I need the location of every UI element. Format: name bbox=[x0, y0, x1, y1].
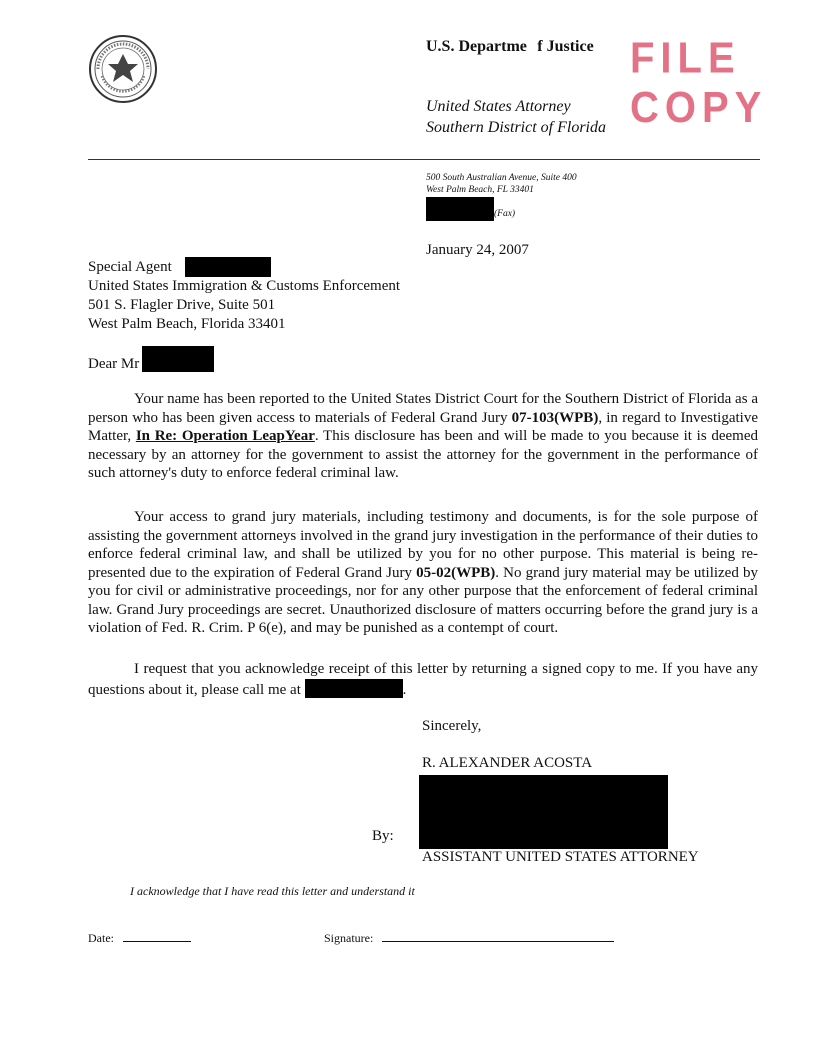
redaction-phone-number bbox=[305, 679, 403, 698]
p3-text-end: . bbox=[402, 681, 407, 698]
p1-text-c: . This disclosure has been and will be made to you because it is deemed necessary by an attorney for the government to assist the attorney for the government in the performance of such attorney's duty to enforce federal criminal law. bbox=[88, 428, 758, 481]
p2-text-a: Your access to grand jury materials, including testimony and documents, is for the sole purpose of assisting the government attorneys involved in the grand jury investigation in the performance of their duties to enforce federal criminal law, and shall be utilized by you for no other purpose. This material is being re-presented due to the expiration of Federal Grand Jury bbox=[88, 509, 758, 581]
office-name bbox=[426, 96, 606, 138]
department-name: U.S. Departme f Justice bbox=[426, 38, 594, 55]
redaction-signature-block bbox=[419, 775, 668, 849]
redaction-phone bbox=[426, 197, 494, 221]
signature-label: Signature: bbox=[324, 931, 374, 945]
office-line-1: United States Attorney bbox=[426, 98, 571, 115]
redaction-agent-name bbox=[185, 257, 271, 277]
signer-name: R. ALEXANDER ACOSTA bbox=[422, 755, 593, 771]
date-field bbox=[88, 930, 191, 946]
by-label: By: bbox=[372, 828, 394, 844]
redaction-salutation-name bbox=[142, 346, 214, 372]
paragraph-1 bbox=[88, 390, 758, 483]
acknowledgment-statement: I acknowledge that I have read this letter and understand it bbox=[130, 884, 415, 898]
p2-text-b: . No grand jury material may be utilized by you for civil or administrative proceedings, nor for any other purpose that the enforcement of federal criminal law. Grand Jury proceedings are secret. Unauthorized disclosure of matters occurring before the grand jury is a violation of Fed. R. Crim. P 6(e), and may be punished as a contempt of court. bbox=[88, 564, 758, 636]
address-line-2: West Palm Beach, FL 33401 bbox=[426, 185, 534, 195]
date-label: Date: bbox=[88, 931, 114, 945]
grand-jury-number: 07-103(WPB) bbox=[511, 409, 599, 426]
doj-seal bbox=[88, 34, 158, 104]
p1-text-a: Your name has been reported to the United States District Court for the Southern District of Florida as a person who has been given access to materials of Federal Grand Jury bbox=[88, 391, 758, 426]
paragraph-3 bbox=[88, 660, 758, 699]
address-line-1: 500 South Australian Avenue, Suite 400 bbox=[426, 173, 577, 183]
p3-text-a: I request that you acknowledge receipt of this letter by returning a signed copy to me. If you have any questions about it, please call me at bbox=[88, 661, 758, 698]
signature-field bbox=[324, 930, 614, 946]
recipient-line-4: West Palm Beach, Florida 33401 bbox=[88, 316, 286, 332]
letter-date: January 24, 2007 bbox=[426, 242, 529, 258]
file-copy-stamp: FILE COPY bbox=[630, 34, 768, 132]
office-address bbox=[426, 172, 577, 196]
salutation: Dear Mr bbox=[88, 356, 140, 372]
expired-grand-jury-number: 05-02(WPB) bbox=[416, 564, 496, 581]
recipient-line-2: United States Immigration & Customs Enforcement bbox=[88, 278, 401, 294]
closing-sincerely: Sincerely, bbox=[422, 718, 482, 734]
investigative-matter: In Re: Operation LeapYear bbox=[135, 428, 315, 444]
recipient-line-3: 501 S. Flagler Drive, Suite 501 bbox=[88, 297, 276, 313]
paragraph-2 bbox=[88, 508, 758, 638]
header-rule bbox=[88, 159, 760, 160]
signature-blank-line[interactable] bbox=[382, 930, 614, 942]
date-blank-line[interactable] bbox=[123, 930, 191, 942]
recipient-line-1: Special Agent bbox=[88, 259, 172, 275]
fax-label: (Fax) bbox=[494, 209, 516, 219]
signer-title: ASSISTANT UNITED STATES ATTORNEY bbox=[422, 849, 699, 865]
office-line-2: Southern District of Florida bbox=[426, 119, 606, 136]
p1-text-b: , in regard to Investigative Matter, bbox=[88, 409, 758, 444]
